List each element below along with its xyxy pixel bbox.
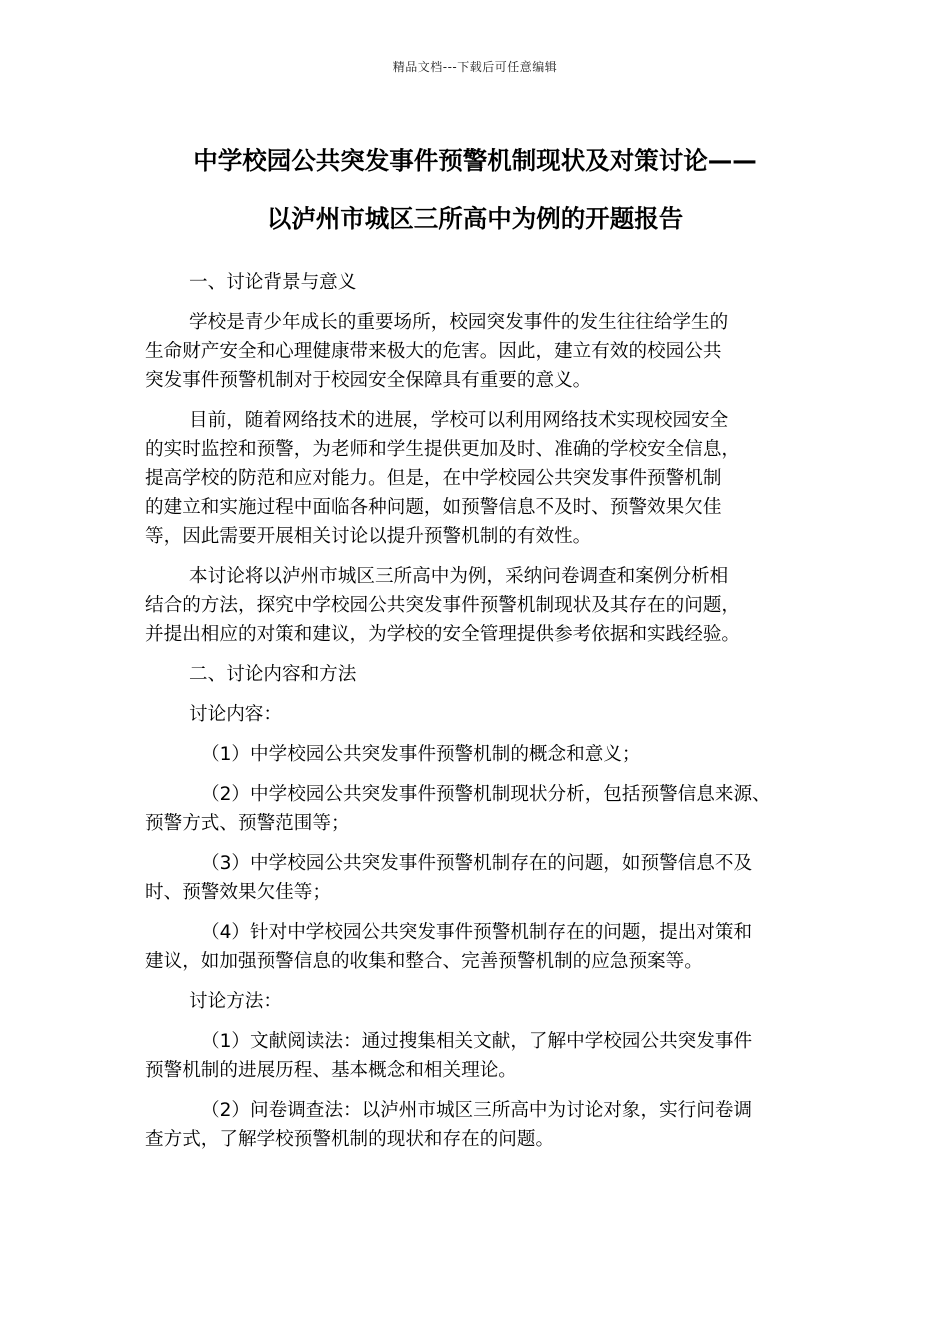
text-line: （1）文献阅读法：通过搜集相关文献，了解中学校园公共突发事件 xyxy=(201,1031,753,1052)
text-line: 本讨论将以泸州市城区三所高中为例，采纳问卷调查和案例分析相 xyxy=(189,566,729,587)
text-line: 建议，如加强预警信息的收集和整合、完善预警机制的应急预案等。 xyxy=(145,951,703,972)
section-heading-background: 一、讨论背景与意义 xyxy=(189,272,357,293)
text-line: 生命财产安全和心理健康带来极大的危害。因此，建立有效的校园公共 xyxy=(145,341,722,362)
text-line: （2）问卷调查法：以泸州市城区三所高中为讨论对象，实行问卷调 xyxy=(201,1100,753,1121)
title-line-1: 中学校园公共突发事件预警机制现状及对策讨论—— xyxy=(193,146,757,175)
text-line: 查方式，了解学校预警机制的现状和存在的问题。 xyxy=(145,1129,555,1150)
content-item-1 xyxy=(145,740,825,769)
text-line: （2）中学校园公共突发事件预警机制现状分析，包括预警信息来源、 xyxy=(201,784,771,805)
text-line: 提高学校的防范和应对能力。但是，在中学校园公共突发事件预警机制 xyxy=(145,468,722,489)
text-line: （4）针对中学校园公共突发事件预警机制存在的问题，提出对策和 xyxy=(201,922,753,943)
document-title xyxy=(100,132,850,248)
method-label: 讨论方法： xyxy=(189,991,282,1012)
text-line: （3）中学校园公共突发事件预警机制存在的问题，如预警信息不及 xyxy=(201,853,753,874)
text-line: 结合的方法，探究中学校园公共突发事件预警机制现状及其存在的问题， xyxy=(145,595,741,616)
text-line: 预警机制的进展历程、基本概念和相关理论。 xyxy=(145,1060,517,1081)
method-item-1 xyxy=(145,1027,825,1085)
paragraph-background-2 xyxy=(145,406,825,551)
text-line: 的实时监控和预警，为老师和学生提供更加及时、准确的学校安全信息， xyxy=(145,439,741,460)
text-line: 突发事件预警机制对于校园安全保障具有重要的意义。 xyxy=(145,370,592,391)
title-line-2: 以泸州市城区三所高中为例的开题报告 xyxy=(266,204,684,233)
paragraph-background-3 xyxy=(145,562,825,649)
content-label: 讨论内容： xyxy=(189,704,282,725)
content-item-4 xyxy=(145,918,825,976)
text-line: 学校是青少年成长的重要场所，校园突发事件的发生往往给学生的 xyxy=(189,312,729,333)
content-item-3 xyxy=(145,849,825,907)
text-line: （1）中学校园公共突发事件预警机制的概念和意义； xyxy=(201,744,641,765)
paragraph-background-1 xyxy=(145,308,825,395)
text-line: 的建立和实施过程中面临各种问题，如预警信息不及时、预警效果欠佳 xyxy=(145,497,722,518)
text-line: 时、预警效果欠佳等； xyxy=(145,882,331,903)
text-line: 等，因此需要开展相关讨论以提升预警机制的有效性。 xyxy=(145,526,592,547)
document-body xyxy=(145,268,825,1165)
page-header-note: 精品文档---下载后可任意编辑 xyxy=(392,60,558,74)
content-item-2 xyxy=(145,780,825,838)
method-item-2 xyxy=(145,1096,825,1154)
section-heading-content-methods: 二、讨论内容和方法 xyxy=(189,664,357,685)
text-line: 目前，随着网络技术的进展，学校可以利用网络技术实现校园安全 xyxy=(189,410,729,431)
text-line: 预警方式、预警范围等； xyxy=(145,813,350,834)
text-line: 并提出相应的对策和建议，为学校的安全管理提供参考依据和实践经验。 xyxy=(145,624,741,645)
